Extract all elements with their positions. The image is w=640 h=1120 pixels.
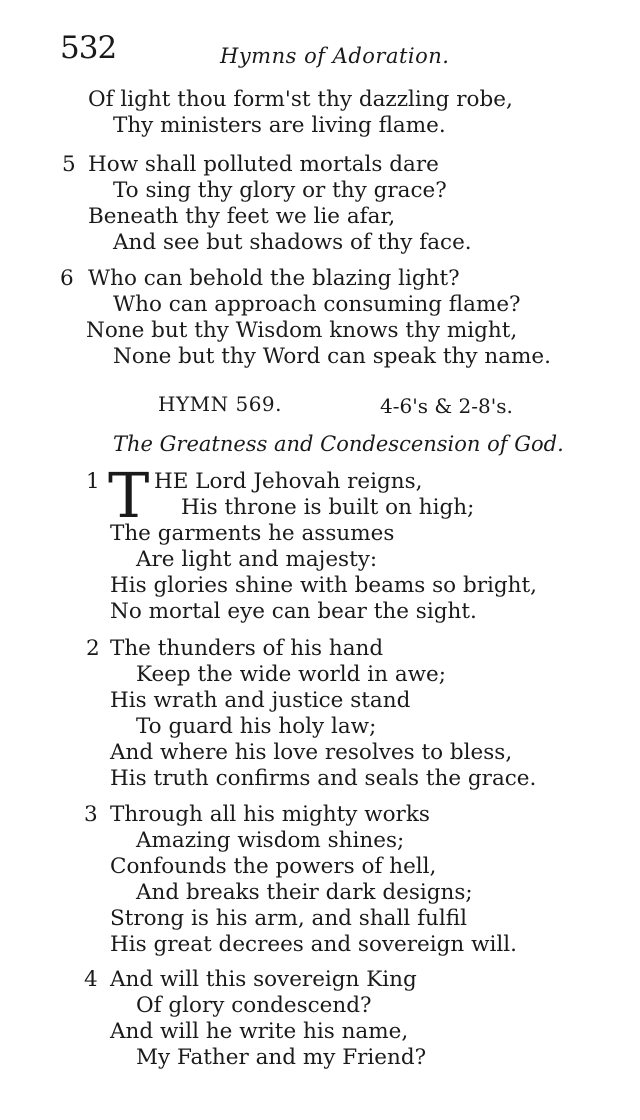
verse-line: His great decrees and sovereign will. [110,932,517,957]
verse-line: And will he write his name, [110,1019,409,1044]
verse-line: To guard his holy law; [136,714,377,739]
verse-line: Keep the wide world in awe; [136,662,447,687]
verse-line: And breaks their dark designs; [136,880,473,905]
hymn-title: HYMN 569. [158,392,283,416]
verse-line: His throne is built on high; [181,495,475,520]
hymn-subtitle: The Greatness and Condescension of God. [113,432,564,456]
drop-cap: T [108,459,150,532]
hymn-meter: 4-6's & 2-8's. [380,394,513,418]
verse-line: And where his love resolves to bless, [110,740,513,765]
verse-line: Are light and majesty: [136,547,378,572]
verse-line: Through all his mighty works [110,802,430,827]
verse-line: His glories shine with beams so bright, [110,573,537,598]
verse-line: And see but shadows of thy face. [113,230,472,255]
stanza-number: 3 [84,802,98,827]
verse-line: Amazing wisdom shines; [136,828,405,853]
page-number: 532 [60,30,117,66]
stanza-number: 1 [86,469,100,494]
verse-line: Who can approach consuming flame? [113,292,521,317]
verse-line: And will this sovereign King [110,967,417,992]
verse-line: None but thy Word can speak thy name. [113,344,551,369]
verse-line: My Father and my Friend? [136,1045,427,1070]
verse-line: No mortal eye can bear the sight. [110,599,477,624]
verse-line: Thy ministers are living flame. [113,113,446,138]
verse-line: To sing thy glory or thy grace? [113,178,447,203]
verse-line: His truth confirms and seals the grace. [110,766,537,791]
running-title: Hymns of Adoration. [220,44,450,68]
verse-line: Strong is his arm, and shall fulfil [110,906,467,931]
verse-line: Confounds the powers of hell, [110,854,437,879]
stanza-number: 5 [62,152,76,177]
verse-line: HE Lord Jehovah reigns, [154,469,423,494]
stanza-number: 6 [60,266,74,291]
page-header [60,30,580,70]
verse-line: Of light thou form'st thy dazzling robe, [88,87,513,112]
verse-line: How shall polluted mortals dare [88,152,439,177]
verse-line: Who can behold the blazing light? [88,266,460,291]
verse-line: The garments he assumes [110,521,395,546]
verse-line: None but thy Wisdom knows thy might, [86,318,518,343]
verse-line: Of glory condescend? [136,993,372,1018]
verse-line: The thunders of his hand [110,636,384,661]
verse-line: His wrath and justice stand [110,688,411,713]
stanza-number: 2 [86,636,100,661]
verse-line: Beneath thy feet we lie afar, [88,204,396,229]
stanza-number: 4 [84,967,98,992]
